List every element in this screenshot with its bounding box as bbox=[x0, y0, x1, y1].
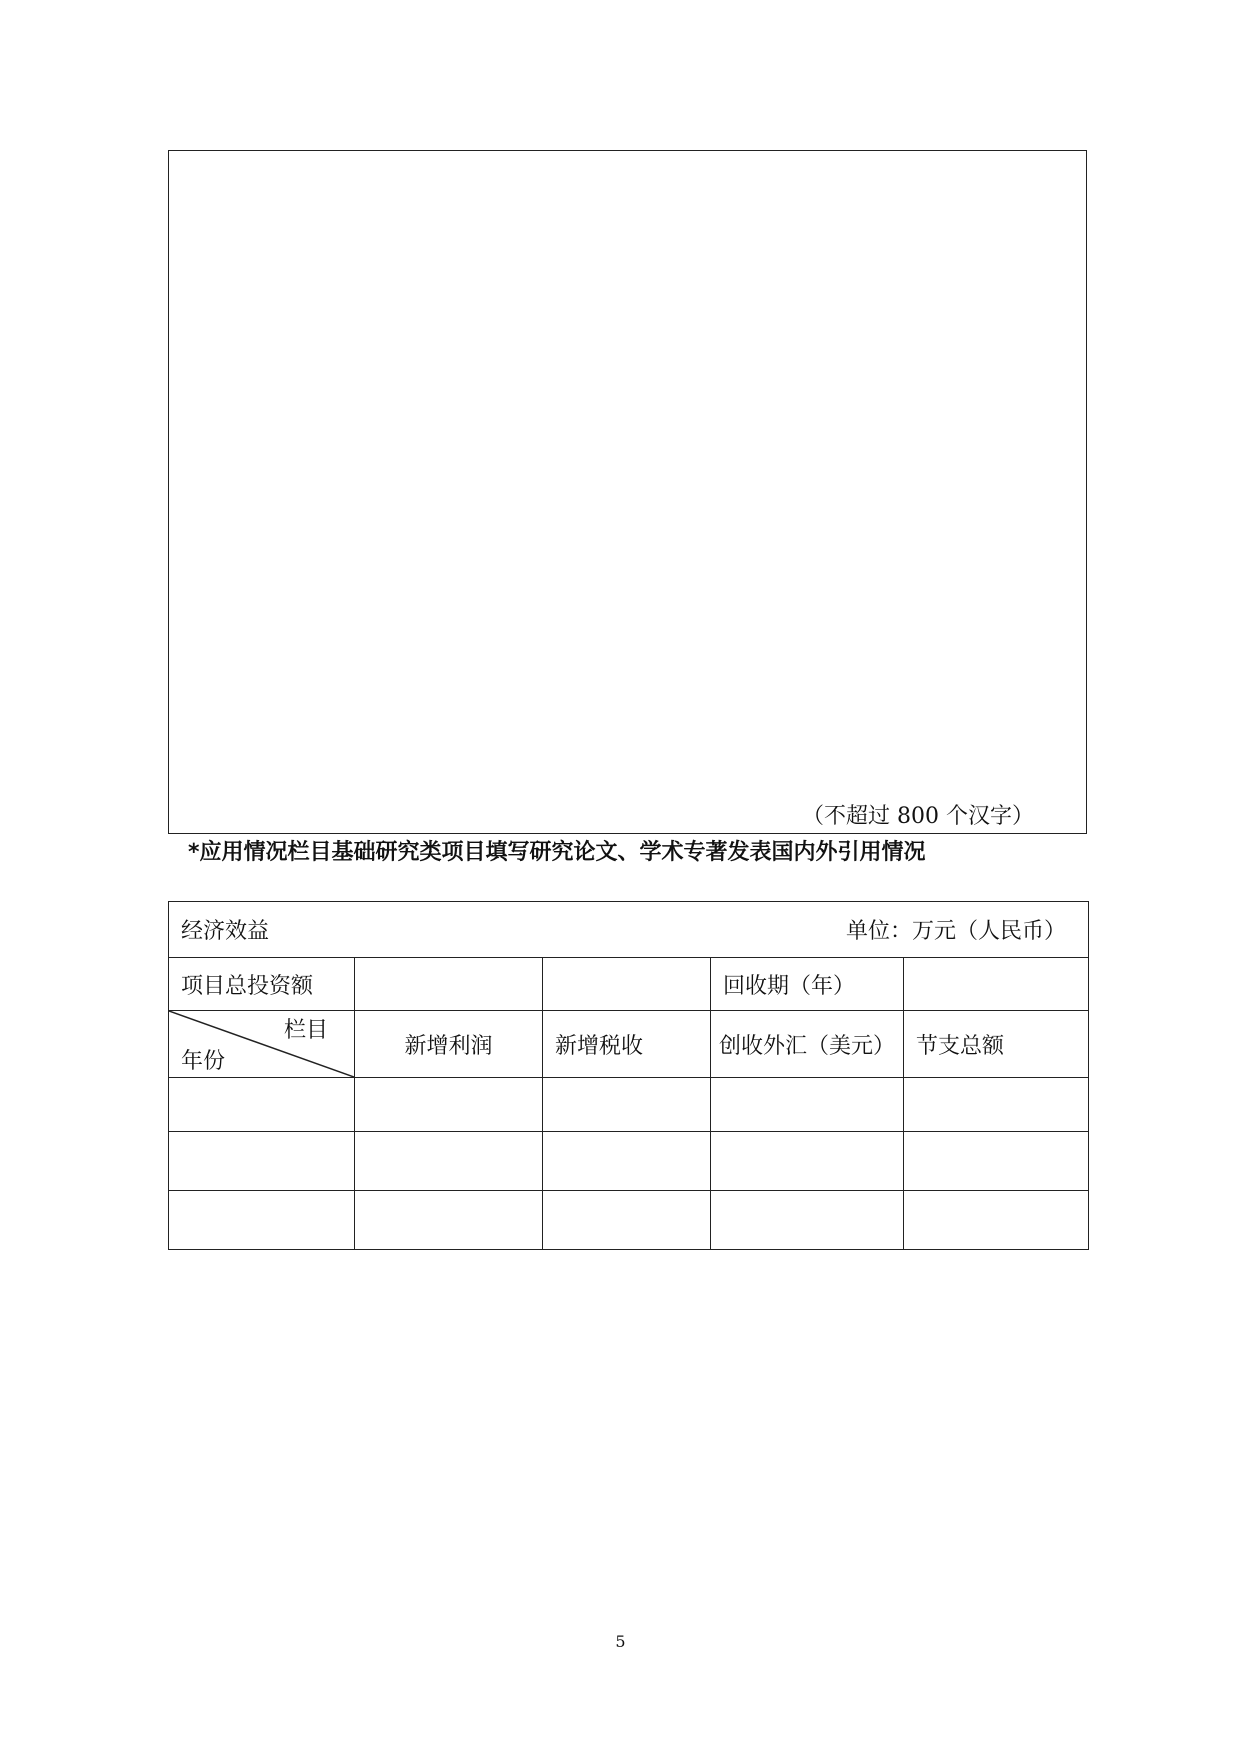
column-header-label: 栏目 bbox=[283, 1018, 328, 1043]
col-header-new-tax: 新增税收 bbox=[543, 1011, 711, 1078]
year-header-label: 年份 bbox=[181, 1049, 226, 1074]
new-profit-cell[interactable] bbox=[355, 1078, 543, 1132]
year-cell[interactable] bbox=[169, 1078, 355, 1132]
new-profit-cell[interactable] bbox=[355, 1132, 543, 1191]
new-tax-cell[interactable] bbox=[543, 1191, 711, 1250]
payback-period-field[interactable] bbox=[904, 958, 1089, 1011]
table-row bbox=[169, 1191, 1089, 1250]
application-note: *应用情况栏目基础研究类项目填写研究论文、学术专著发表国内外引用情况 bbox=[188, 840, 926, 865]
unit-label: 单位：万元（人民币） bbox=[846, 919, 1067, 944]
table-title-cell bbox=[169, 902, 1089, 958]
table-title: 经济效益 bbox=[181, 919, 270, 944]
new-tax-cell[interactable] bbox=[543, 1132, 711, 1191]
col-header-total-savings: 节支总额 bbox=[904, 1011, 1089, 1078]
forex-cell[interactable] bbox=[711, 1132, 904, 1191]
savings-cell[interactable] bbox=[904, 1191, 1089, 1250]
diagonal-header-cell bbox=[169, 1011, 355, 1078]
new-tax-cell[interactable] bbox=[543, 1078, 711, 1132]
savings-cell[interactable] bbox=[904, 1078, 1089, 1132]
forex-cell[interactable] bbox=[711, 1191, 904, 1250]
savings-cell[interactable] bbox=[904, 1132, 1089, 1191]
year-cell[interactable] bbox=[169, 1191, 355, 1250]
table-row bbox=[169, 1132, 1089, 1191]
table-row bbox=[169, 1078, 1089, 1132]
total-investment-label: 项目总投资额 bbox=[169, 958, 355, 1011]
forex-cell[interactable] bbox=[711, 1078, 904, 1132]
word-limit-note: （不超过 800 个汉字） bbox=[802, 804, 1034, 829]
year-cell[interactable] bbox=[169, 1132, 355, 1191]
col-header-forex-earnings: 创收外汇（美元） bbox=[711, 1011, 904, 1078]
payback-period-label: 回收期（年） bbox=[711, 958, 904, 1011]
investment-blank-cell[interactable] bbox=[543, 958, 711, 1011]
col-header-new-profit: 新增利润 bbox=[355, 1011, 543, 1078]
total-investment-field[interactable] bbox=[355, 958, 543, 1011]
economic-benefit-table bbox=[168, 901, 1089, 1250]
description-text-box[interactable] bbox=[168, 150, 1087, 834]
new-profit-cell[interactable] bbox=[355, 1191, 543, 1250]
page-number: 5 bbox=[615, 1632, 626, 1651]
